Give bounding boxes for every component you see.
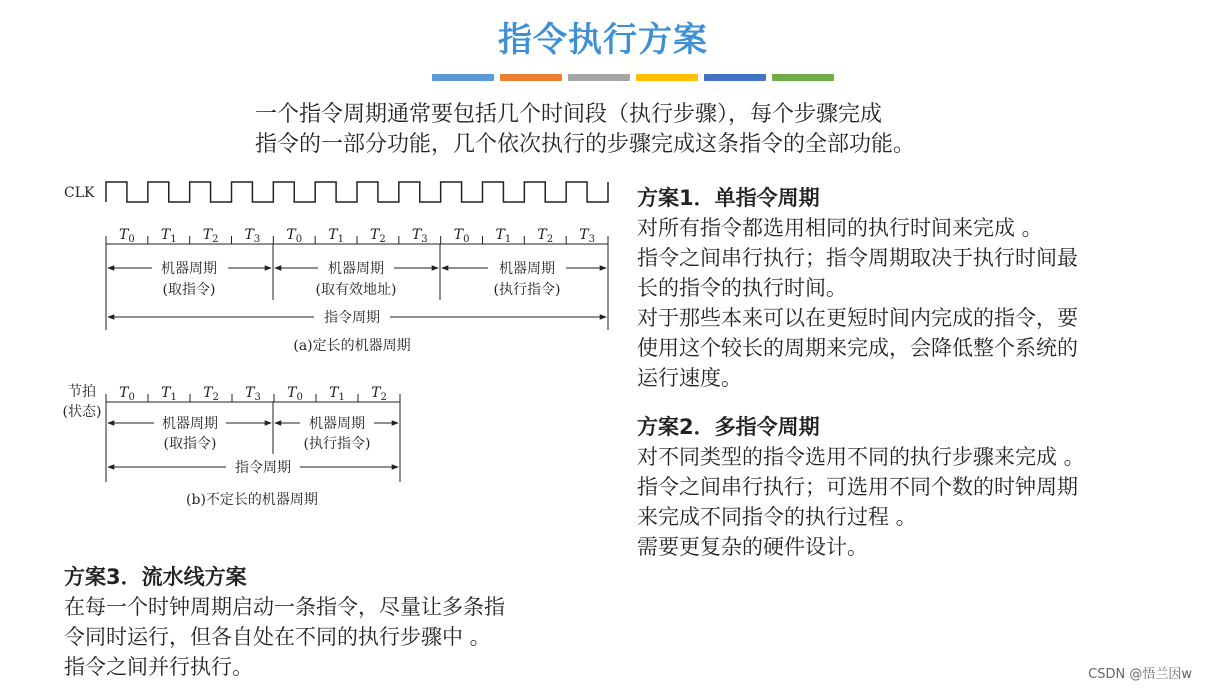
beat-label: $T_0$: [453, 227, 470, 245]
scheme-2-line: 需要更复杂的硬件设计。: [637, 535, 868, 559]
instruction-cycle-label: 指令周期: [235, 460, 291, 476]
beat-label: 节拍: [68, 384, 96, 400]
beat-label: $T_0$: [287, 385, 303, 403]
scheme-1-line: 运行速度。: [637, 366, 742, 390]
intro-line: 指令的一部分功能，几个依次执行的步骤完成这条指令的全部功能。: [255, 132, 916, 157]
beat-label: $T_3$: [245, 385, 261, 403]
scheme-3-line: 在每一个时钟周期启动一条指令，尽量让多条指: [64, 595, 505, 619]
beat-label: $T_2$: [370, 227, 386, 245]
beat-label: $T_2$: [202, 227, 219, 245]
intro-line: 一个指令周期通常要包括几个时间段（执行步骤），每个步骤完成: [255, 102, 883, 127]
beat-label: $T_3$: [244, 227, 261, 245]
machine-cycle-label: 机器周期: [161, 261, 217, 277]
beat-label: $T_3$: [579, 227, 595, 245]
beat-label: $T_1$: [495, 227, 512, 245]
scheme-1-line: 使用这个较长的周期来完成，会降低整个系统的: [637, 336, 1078, 360]
underline-segment: [500, 74, 562, 81]
machine-cycle-label: 机器周期: [309, 416, 365, 432]
timing-diagram-svg: [52, 176, 616, 510]
beat-label: $T_0$: [119, 227, 135, 245]
title-underline-bar: [432, 74, 834, 81]
scheme-2-heading: 方案2．多指令周期: [637, 415, 820, 439]
machine-cycle-detail: (取指令): [163, 436, 217, 452]
beat-label: $T_1$: [328, 227, 344, 245]
beat-label: $T_2$: [371, 385, 387, 403]
fig-a-beat-ticks: [106, 236, 608, 244]
fig-b-beat-labels: [119, 385, 387, 403]
scheme-1-line: 对于那些本来可以在更短时间内完成的指令，要: [637, 306, 1078, 330]
underline-segment: [772, 74, 834, 81]
scheme-1-block: [637, 183, 1197, 393]
fig-b-caption: (b)不定长的机器周期: [186, 492, 318, 508]
underline-segment: [636, 74, 698, 81]
scheme-1-line: 长的指令的执行时间。: [637, 276, 847, 300]
scheme-2-line: 来完成不同指令的执行过程 。: [637, 505, 917, 529]
underline-segment: [432, 74, 494, 81]
machine-cycle-detail: (执行指令): [303, 436, 371, 452]
scheme-1-line: 对所有指令都选用相同的执行时间来完成 。: [637, 216, 1043, 240]
beat-label: $T_1$: [161, 385, 177, 403]
intro-paragraph: [255, 100, 1075, 160]
scheme-2-block: [637, 412, 1197, 562]
beat-label: $T_1$: [160, 227, 177, 245]
instruction-cycle-label: 指令周期: [324, 310, 380, 326]
scheme-2-line: 对不同类型的指令选用不同的执行步骤来完成 。: [637, 445, 1085, 469]
scheme-3-line: 令同时运行，但各自处在不同的执行步骤中 。: [64, 625, 491, 649]
underline-segment: [568, 74, 630, 81]
scheme-2-line: 指令之间串行执行；可选用不同个数的时钟周期: [637, 475, 1078, 499]
scheme-3-heading: 方案3．流水线方案: [64, 565, 247, 589]
state-label: (状态): [62, 404, 102, 420]
machine-cycle-label: 机器周期: [162, 416, 218, 432]
beat-label: $T_0$: [286, 227, 303, 245]
machine-cycle-label: 机器周期: [328, 261, 384, 277]
beat-label: $T_2$: [537, 227, 554, 245]
clk-label: CLK: [64, 185, 95, 201]
machine-cycle-detail: (执行指令): [493, 282, 561, 298]
machine-cycle-label: 机器周期: [499, 261, 555, 277]
beat-label: $T_2$: [203, 385, 219, 403]
machine-cycle-detail: (取指令): [162, 282, 216, 298]
scheme-1-line: 指令之间串行执行；指令周期取决于执行时间最: [637, 246, 1078, 270]
fig-a-caption: (a)定长的机器周期: [293, 338, 411, 354]
beat-label: $T_0$: [119, 385, 135, 403]
beat-label: $T_1$: [329, 385, 345, 403]
scheme-3-line: 指令之间并行执行。: [64, 655, 253, 679]
clock-waveform: [106, 182, 608, 202]
machine-cycle-detail: (取有效地址): [315, 282, 397, 298]
timing-diagram: [52, 176, 616, 510]
source-watermark: CSDN @悟兰因w: [1088, 667, 1192, 682]
slide-title: 指令执行方案: [498, 20, 708, 60]
underline-segment: [704, 74, 766, 81]
beat-label: $T_3$: [411, 227, 428, 245]
scheme-3-block: [64, 562, 624, 682]
scheme-1-heading: 方案1．单指令周期: [637, 186, 820, 210]
